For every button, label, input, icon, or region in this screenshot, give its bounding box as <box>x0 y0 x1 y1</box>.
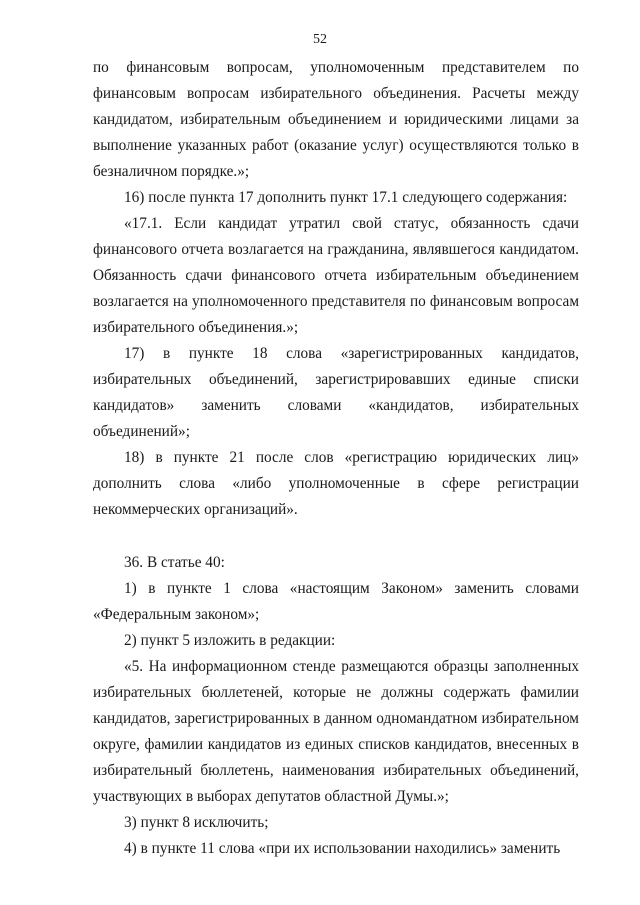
paragraph-continuation: по финансовым вопросам, уполномоченным представителем по финансовым вопросам избирательного объединения. Расчеты между кандидатом, избирательным объединением и юридическими лицами за выполнение указанных работ (оказание услуг) осуществляются только в безналичном порядке.»; <box>93 59 579 180</box>
paragraph-article-40-item-2: 2) пункт 5 изложить в редакции: <box>124 632 336 649</box>
paragraph-clause-5: «5. На информационном стенде размещаются образцы заполненных избирательных бюллетеней, которые не должны содержать фамилии кандидатов, зарегистрированных в данном одномандатном избирательном округе, фамилии кандидатов из единых списков кандидатов, внесенных в избирательный бюллетень, наименования избирательных объединений, участвующих в выборах депутатов областной Думы.»; <box>93 658 579 805</box>
page-number: 52 <box>313 32 327 47</box>
paragraph-clause-17-1: «17.1. Если кандидат утратил свой статус, обязанность сдачи финансового отчета возлагается на гражданина, являвшегося кандидатом. Обязанность сдачи финансового отчета избирательным объединением возлагается на уполномоченного представителя по финансовым вопросам избирательного объединения.»; <box>93 215 579 336</box>
paragraph-item-17: 17) в пункте 18 слова «зарегистрированных кандидатов, избирательных объединений, зарегистрировавших единые списки кандидатов» заменить словами «кандидатов, избирательных объединений»; <box>93 345 579 440</box>
paragraph-article-40-item-4: 4) в пункте 11 слова «при их использовании находились» заменить <box>124 840 561 857</box>
paragraph-article-40-item-1: 1) в пункте 1 слова «настоящим Законом» заменить словами «Федеральным законом»; <box>93 580 579 623</box>
paragraph-article-40-item-3: 3) пункт 8 исключить; <box>124 814 269 831</box>
paragraph-article-40-heading: 36. В статье 40: <box>124 554 225 571</box>
document-body <box>93 55 579 862</box>
paragraph-item-16: 16) после пункта 17 дополнить пункт 17.1 следующего содержания: <box>124 189 568 206</box>
paragraph-item-18: 18) в пункте 21 после слов «регистрацию юридических лиц» дополнить слова «либо уполномоченные в сфере регистрации некоммерческих организаций». <box>93 449 579 518</box>
